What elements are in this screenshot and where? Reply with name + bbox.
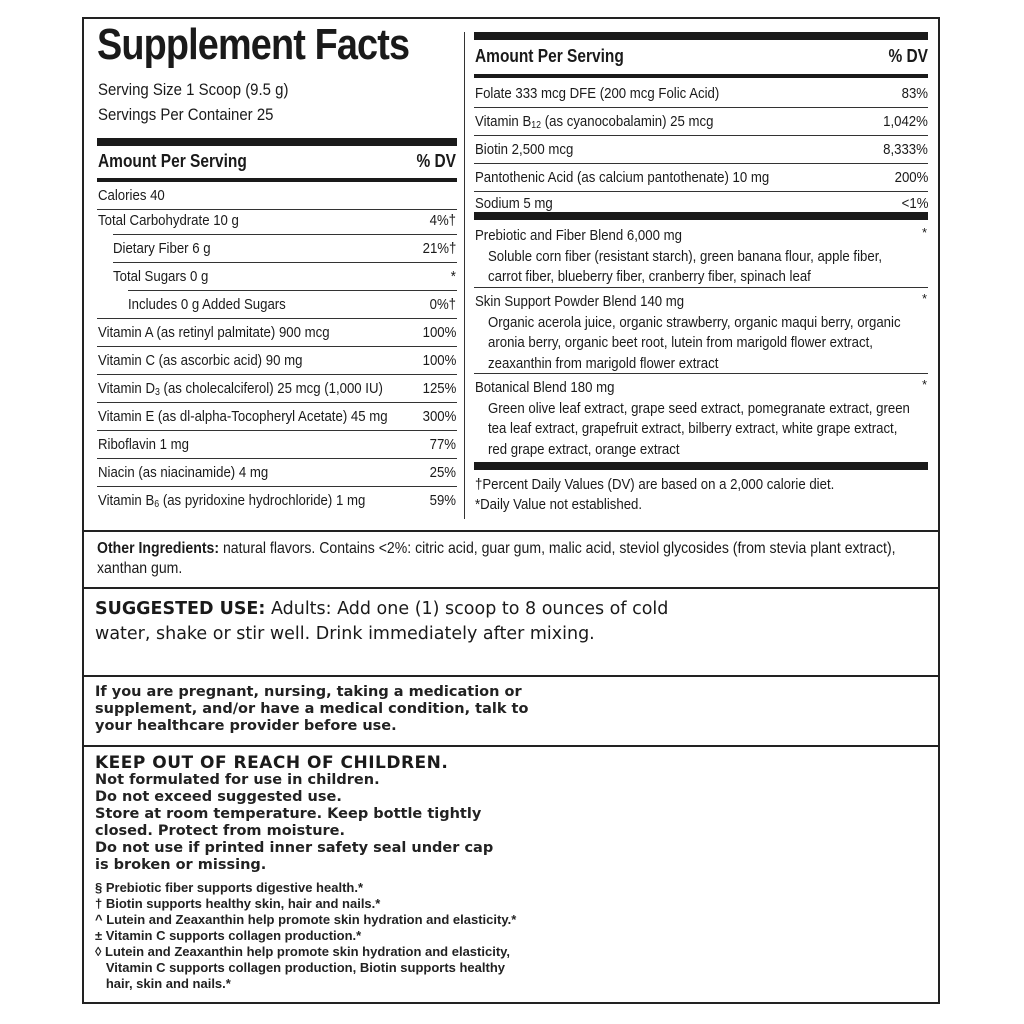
nutrient-label: Niacin (as niacinamide) 4 mg [98, 464, 269, 481]
row-divider [474, 191, 928, 192]
blend-ingredients-line: aronia berry, organic beet root, lutein from marigold flower extract, [488, 334, 873, 351]
subscript: 6 [154, 499, 160, 510]
suggested-use-text: Adults: Add one (1) scoop to 8 ounces of cold water, shake or stir well. Drink immediately after mixing. [95, 599, 669, 644]
blend-ingredients-line: red grape extract, orange extract [488, 440, 680, 458]
keep-out-line: Not formulated for use in children. [95, 772, 380, 788]
row-divider [474, 163, 928, 164]
nutrient-label: Vitamin A (as retinyl palmitate) 900 mcg [98, 324, 330, 341]
row-divider [128, 290, 457, 291]
blend-ingredients-line: Green olive leaf extract, grape seed extract, pomegranate extract, green [488, 399, 910, 417]
supplement-facts-title: Supplement Facts [97, 20, 410, 69]
row-divider [97, 209, 457, 210]
row-divider [97, 458, 457, 459]
claim-line: hair, skin and nails.* [95, 976, 231, 991]
claim-line: ± Vitamin C supports collagen production.* [95, 928, 362, 943]
left-dv-header: % DV [416, 151, 456, 171]
nutrient-label: Pantothenic Acid (as calcium pantothenate) 10 mg [475, 169, 770, 186]
blend-ingredients-line: zeaxanthin from marigold flower extract [488, 354, 719, 372]
nutrient-label: Vitamin $D_3$ (as cholecalciferol) 25 mcg (1,000 IU) [98, 380, 383, 398]
blend-bottom-bar [474, 462, 928, 470]
row-divider [97, 402, 457, 403]
keep-out-line: Do not use if printed inner safety seal under cap [95, 840, 494, 856]
keep-out-heading: KEEP OUT OF REACH OF CHILDREN. [95, 753, 449, 773]
nutrient-label: Dietary Fiber 6 g [113, 240, 211, 257]
nutrient-dv: 8,333% [883, 141, 928, 158]
row-divider [97, 486, 457, 487]
blend-divider [474, 287, 928, 288]
nutrient-dv: 125% [422, 380, 456, 397]
nutrient-dv: 300% [422, 408, 456, 425]
suggested-use-label: SUGGESTED USE: [95, 599, 266, 619]
nutrient-label: Vitamin $B_6$ (as pyridoxine hydrochloride) 1 mg [98, 492, 366, 510]
blend-name: Skin Support Powder Blend 140 mg [475, 293, 685, 310]
section-divider-2 [82, 587, 940, 589]
nutrient-label: Folate 333 mcg DFE (200 mcg Folic Acid) [475, 85, 720, 102]
row-divider [97, 374, 457, 375]
blend-divider [474, 373, 928, 374]
claim-line: ◊ Lutein and Zeaxanthin help promote skin hydration and elasticity, [95, 944, 511, 959]
blend-ingredients-line: Soluble corn fiber (resistant starch), green banana flour, apple fiber, [488, 247, 883, 265]
keep-out-line: is broken or missing. [95, 857, 267, 873]
blend-name: Botanical Blend 180 mg [475, 379, 615, 396]
nutrient-dv: 77% [429, 436, 456, 453]
nutrient-dv: * [450, 268, 456, 285]
row-divider [97, 430, 457, 431]
claim-line: † Biotin supports healthy skin, hair and nails.* [95, 896, 381, 911]
nutrient-label: Total Carbohydrate 10 g [98, 212, 239, 229]
right-amount-header: Amount Per Serving [475, 46, 624, 66]
nutrient-dv: 100% [422, 324, 456, 341]
nutrient-label: Vitamin C (as ascorbic acid) 90 mg [98, 352, 303, 369]
row-divider [474, 107, 928, 108]
nutrient-label: Biotin 2,500 mcg [475, 141, 574, 158]
nutrient-dv: <1% [901, 195, 928, 212]
nutrient-dv: 59% [429, 492, 456, 509]
other-ingredients [97, 539, 933, 579]
nutrient-dv: 83% [901, 85, 928, 102]
keep-out-line: Store at room temperature. Keep bottle tightly [95, 806, 482, 822]
blend-dv: * [922, 377, 928, 392]
claim-line: § Prebiotic fiber supports digestive health.* [95, 880, 364, 895]
servings-per-container: Servings Per Container 25 [98, 105, 274, 124]
column-divider [464, 32, 465, 519]
row-divider [97, 346, 457, 347]
nutrient-dv: 1,042% [883, 113, 928, 130]
blend-top-bar [474, 212, 928, 220]
nutrient-label: Calories 40 [98, 187, 165, 204]
right-top-bar [474, 32, 928, 40]
row-divider [474, 135, 928, 136]
nutrient-label: Includes 0 g Added Sugars [128, 296, 286, 313]
claim-line: ^ Lutein and Zeaxanthin help promote skin hydration and elasticity.* [95, 912, 517, 927]
warning-text: If you are pregnant, nursing, taking a medication or supplement, and/or have a medical condition, talk to your healthcare provider before use. [95, 684, 529, 734]
claim-line: Vitamin C supports collagen production, Biotin supports healthy [95, 960, 506, 975]
blend-dv: * [922, 225, 928, 240]
left-top-bar [97, 138, 457, 146]
nutrient-label: Vitamin E (as dl-alpha-Tocopheryl Acetate) 45 mg [98, 408, 388, 425]
subscript: 12 [531, 120, 542, 131]
blend-ingredients-line: tea leaf extract, grapefruit extract, bilberry extract, white grape extract, [488, 420, 898, 437]
row-divider [97, 318, 457, 319]
nutrient-dv: 100% [422, 352, 456, 369]
other-ingredients-label: Other Ingredients: [97, 540, 220, 557]
right-dv-header: % DV [888, 46, 928, 66]
dv-footnote: †Percent Daily Values (DV) are based on a 2,000 calorie diet. [475, 476, 835, 493]
left-header-bar [97, 178, 457, 182]
other-ingredients-text: natural flavors. Contains <2%: citric acid, guar gum, malic acid, steviol glycosides (from stevia plant extract), xanthan gum. [97, 540, 896, 577]
left-amount-header: Amount Per Serving [98, 151, 247, 171]
blend-dv: * [922, 291, 928, 306]
nutrient-label: Sodium 5 mg [475, 195, 553, 212]
keep-out-line: Do not exceed suggested use. [95, 789, 342, 805]
section-divider-3 [82, 675, 940, 677]
subscript: 3 [154, 387, 160, 398]
suggested-use [95, 597, 705, 647]
nutrient-dv: 0%† [429, 296, 456, 313]
nutrient-label: Vitamin $B_{12}$ (as cyanocobalamin) 25 mcg [475, 113, 714, 131]
nutrient-dv: 25% [429, 464, 456, 481]
section-divider-4 [82, 745, 940, 747]
nutrient-dv: 200% [894, 169, 928, 186]
section-divider-1 [82, 530, 940, 532]
nutrient-label: Riboflavin 1 mg [98, 436, 189, 453]
right-header-bar [474, 74, 928, 78]
nutrient-dv: 21%† [422, 240, 456, 257]
row-divider [113, 234, 457, 235]
blend-ingredients-line: Organic acerola juice, organic strawberry, organic maqui berry, organic [488, 313, 901, 331]
nutrient-label: Total Sugars 0 g [113, 268, 209, 285]
blend-name: Prebiotic and Fiber Blend 6,000 mg [475, 227, 682, 244]
row-divider [113, 262, 457, 263]
blend-ingredients-line: carrot fiber, blueberry fiber, cranberry fiber, spinach leaf [488, 268, 811, 285]
nutrient-dv: 4%† [429, 212, 456, 229]
serving-size: Serving Size 1 Scoop (9.5 g) [98, 80, 289, 99]
star-footnote: *Daily Value not established. [475, 496, 643, 513]
keep-out-line: closed. Protect from moisture. [95, 823, 346, 839]
